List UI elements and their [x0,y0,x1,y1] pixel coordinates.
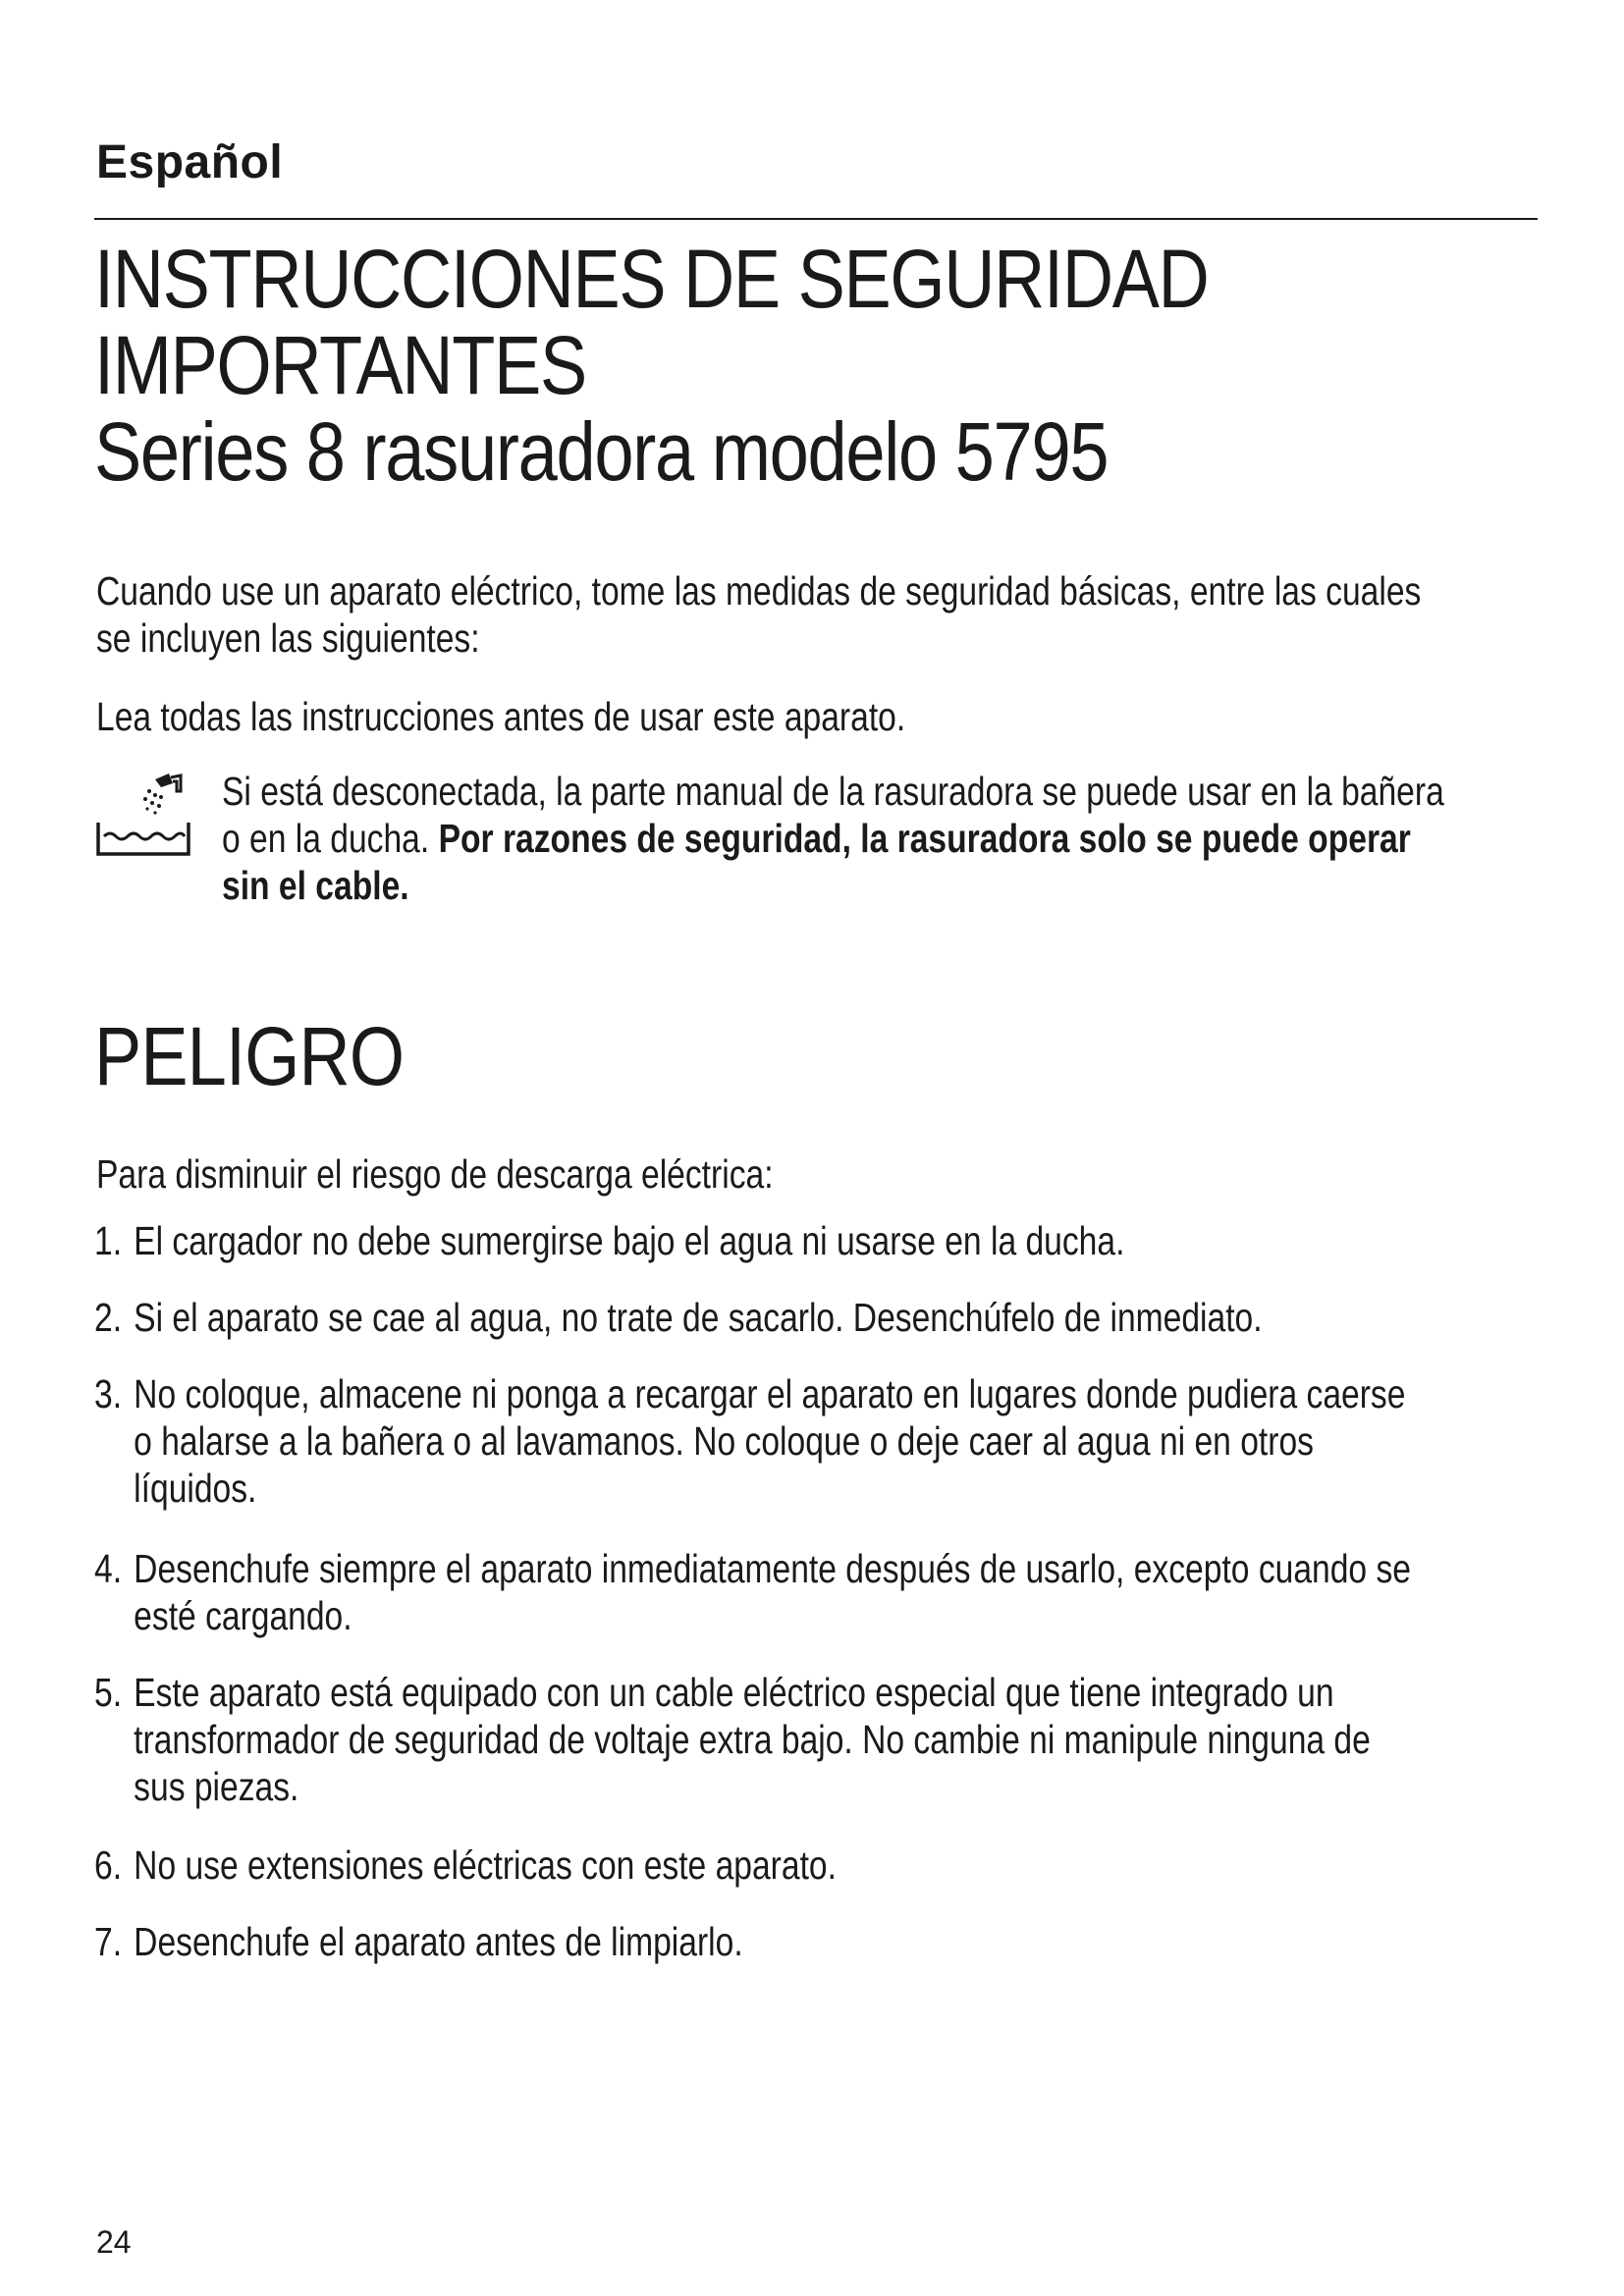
language-heading: Español [96,136,284,188]
danger-heading: PELIGRO [94,1010,405,1102]
list-item-line: sus piezas. [134,1764,299,1809]
intro-line-1: Cuando use un aparato eléctrico, tome las medidas de seguridad básicas, entre las cuales [96,568,1422,614]
list-item-text [134,1545,1411,1639]
shower-note-warning-bold: Por razones de seguridad, la rasuradora solo se puede operar [438,816,1411,861]
list-item-line: o halarse a la bañera o al lavamanos. No coloque o deje caer al agua ni en otros [134,1418,1314,1464]
list-item-line: El cargador no debe sumergirse bajo el agua ni usarse en la ducha. [134,1218,1125,1263]
list-item-line: esté cargando. [134,1593,352,1638]
list-item-number: 4. [94,1546,123,1591]
list-item-line: Desenchufe siempre el aparato inmediatamente después de usarlo, excepto cuando se [134,1546,1411,1591]
read-instructions-note: Lea todas las instrucciones antes de usar este aparato. [96,694,906,739]
list-item-text [134,1842,837,1889]
shower-note-warning-bold-end: sin el cable. [222,863,409,908]
list-item-line: Si el aparato se cae al agua, no trate de sacarlo. Desenchúfelo de inmediato. [134,1295,1263,1340]
page-number: 24 [96,2224,132,2260]
title-line-2: IMPORTANTES [94,319,586,411]
danger-intro: Para disminuir el riesgo de descarga eléctrica: [96,1151,774,1197]
shower-bathtub-icon [90,770,196,858]
list-item-number: 3. [94,1371,123,1416]
shower-note-line-2 [222,815,1444,862]
list-item-number: 2. [94,1295,123,1340]
list-item-number: 5. [94,1670,123,1715]
list-item-text [134,1918,742,1965]
list-item-text [134,1370,1405,1512]
page-title [94,233,1344,498]
list-item-line: líquidos. [134,1466,257,1511]
list-item-line: Este aparato está equipado con un cable eléctrico especial que tiene integrado un [134,1670,1334,1715]
list-item-number: 6. [94,1842,123,1888]
list-item-line: No coloque, almacene ni ponga a recargar el aparato en lugares donde pudiera caerse [134,1371,1406,1416]
shower-note-line-2-normal: o en la ducha. [222,816,439,861]
list-item-number: 1. [94,1218,123,1263]
header-divider [94,218,1538,220]
shower-use-note [222,768,1444,909]
title-line-3: Series 8 rasuradora modelo 5795 [94,405,1109,498]
intro-paragraph [96,567,1421,662]
list-item-text [134,1294,1262,1341]
list-item-text [134,1669,1371,1810]
list-item-number: 7. [94,1919,123,1964]
list-item-line: No use extensiones eléctricas con este aparato. [134,1842,837,1888]
list-item-text [134,1217,1124,1264]
shower-note-line-3 [222,862,1444,909]
intro-line-2: se incluyen las siguientes: [96,615,480,661]
title-line-1: INSTRUCCIONES DE SEGURIDAD [94,233,1209,325]
list-item-line: Desenchufe el aparato antes de limpiarlo. [134,1919,743,1964]
list-item-line: transformador de seguridad de voltaje extra bajo. No cambie ni manipule ninguna de [134,1717,1371,1762]
shower-note-line-1: Si está desconectada, la parte manual de la rasuradora se puede usar en la bañera [222,769,1444,814]
